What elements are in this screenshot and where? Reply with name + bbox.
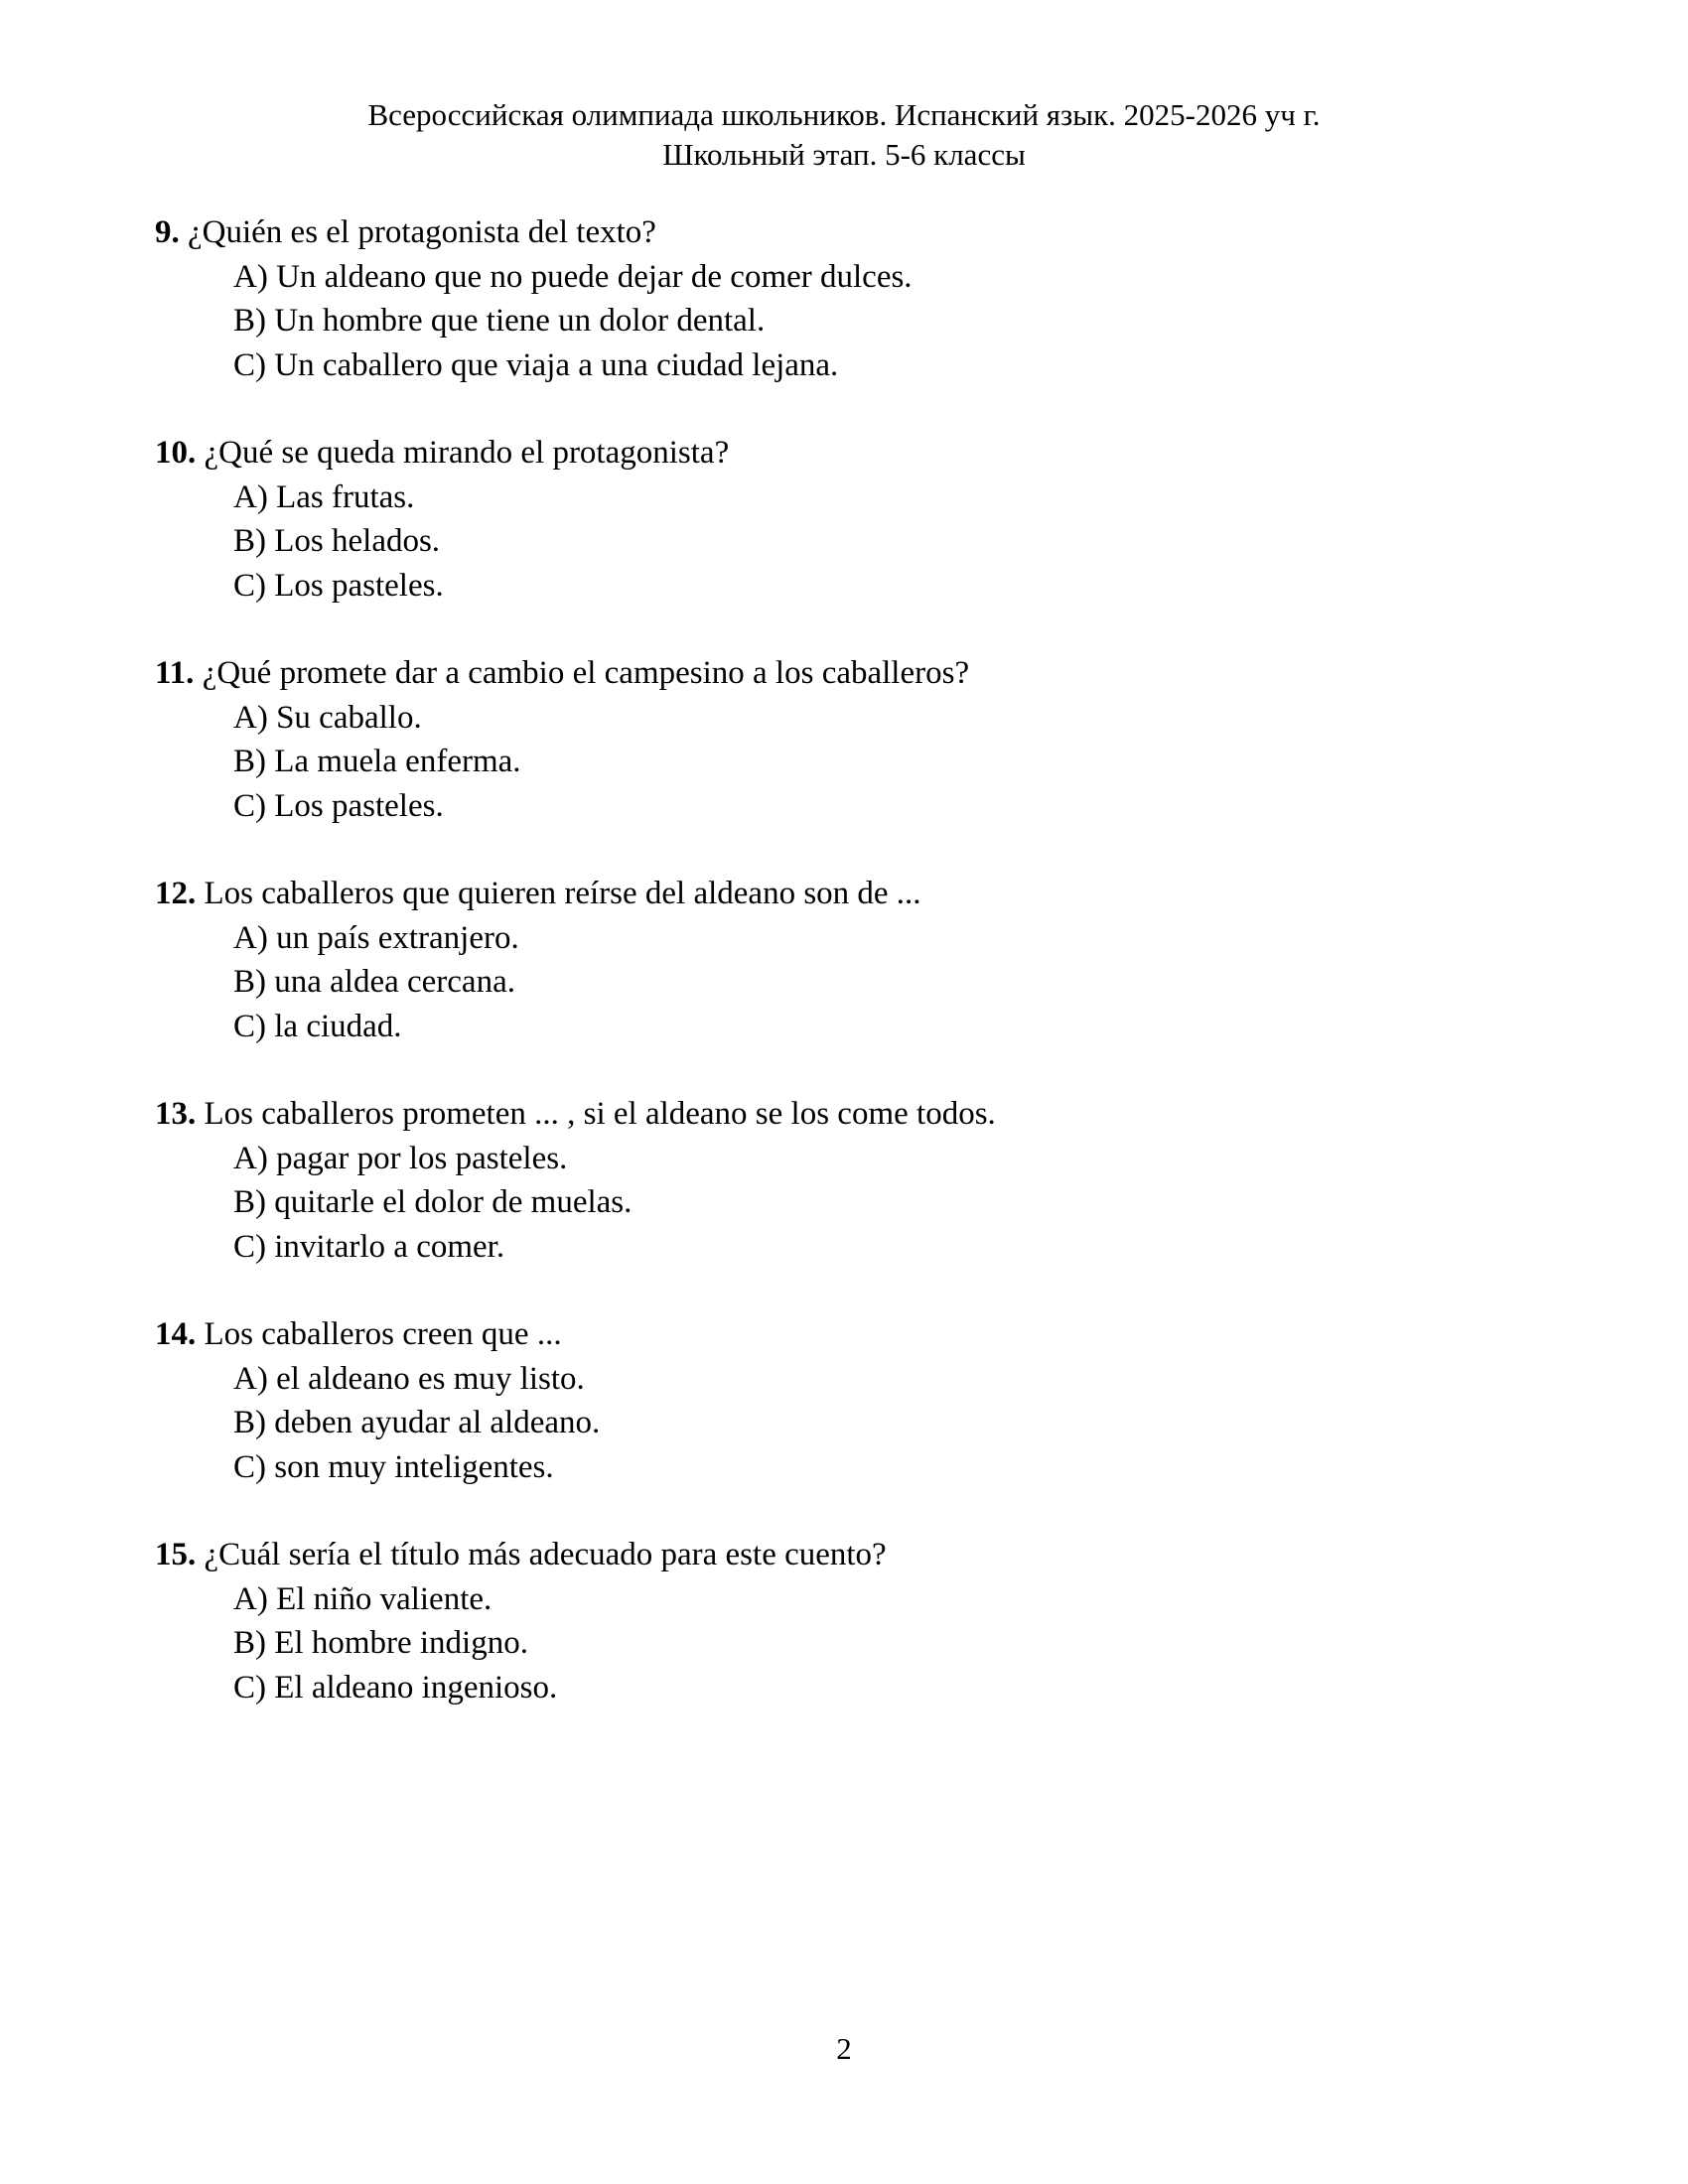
answer-option-a: A) pagar por los pasteles. — [233, 1140, 568, 1176]
question-15 — [155, 1533, 1545, 1709]
question-13 — [155, 1092, 1545, 1269]
question-text: ¿Cuál sería el título más adecuado para este cuento? — [204, 1537, 887, 1572]
answer-option-a: A) El niño valiente. — [233, 1580, 492, 1617]
question-number: 13. — [155, 1096, 197, 1132]
question-14 — [155, 1312, 1545, 1489]
question-number: 9. — [155, 214, 180, 250]
page-number: 2 — [836, 2031, 852, 2066]
question-text: ¿Qué se queda mirando el protagonista? — [204, 435, 730, 471]
answer-option-b: B) una aldea cercana. — [233, 964, 515, 1000]
answer-option-c: C) Un caballero que viaja a una ciudad lejana. — [233, 346, 839, 383]
question-prompt — [155, 651, 1545, 696]
answer-option-a: A) Un aldeano que no puede dejar de comer dulces. — [233, 258, 913, 295]
answer-option-a: A) el aldeano es muy listo. — [233, 1360, 585, 1397]
question-number: 12. — [155, 876, 197, 911]
question-number: 14. — [155, 1316, 197, 1352]
page-header — [0, 95, 1688, 175]
questions-list — [155, 210, 1545, 1753]
answer-option-b: B) La muela enferma. — [233, 744, 521, 779]
answer-option-a: A) un país extranjero. — [233, 919, 519, 956]
answer-option-c: C) son muy inteligentes. — [233, 1448, 554, 1485]
question-prompt — [155, 1092, 1545, 1137]
question-prompt — [155, 872, 1545, 916]
question-11 — [155, 651, 1545, 828]
question-text: Los caballeros que quieren reírse del aldeano son de ... — [204, 876, 921, 911]
answer-option-b: B) Los helados. — [233, 523, 441, 559]
answer-option-a: A) Su caballo. — [233, 699, 422, 736]
question-prompt — [155, 1533, 1545, 1577]
header-title: Всероссийская олимпиада школьников. Испанский язык. 2025-2026 уч г. — [367, 97, 1321, 132]
question-9 — [155, 210, 1545, 387]
answer-option-c: C) la ciudad. — [233, 1008, 402, 1044]
answer-option-b: B) Un hombre que tiene un dolor dental. — [233, 303, 766, 339]
answer-option-c: C) El aldeano ingenioso. — [233, 1669, 558, 1706]
question-number: 11. — [155, 655, 195, 691]
question-prompt — [155, 1312, 1545, 1357]
question-10 — [155, 431, 1545, 608]
question-text: ¿Quién es el protagonista del texto? — [188, 214, 656, 250]
answer-option-c: C) Los pasteles. — [233, 787, 444, 824]
answer-option-c: C) invitarlo a comer. — [233, 1228, 505, 1265]
question-text: Los caballeros prometen ... , si el aldeano se los come todos. — [204, 1096, 996, 1132]
question-text: Los caballeros creen que ... — [204, 1316, 562, 1352]
question-12 — [155, 872, 1545, 1048]
answer-option-b: B) quitarle el dolor de muelas. — [233, 1184, 633, 1220]
question-number: 10. — [155, 435, 197, 471]
question-prompt — [155, 431, 1545, 476]
answer-option-b: B) deben ayudar al aldeano. — [233, 1405, 601, 1440]
header-subtitle: Школьный этап. 5-6 классы — [662, 137, 1026, 172]
answer-option-a: A) Las frutas. — [233, 478, 415, 515]
question-text: ¿Qué promete dar a cambio el campesino a los caballeros? — [202, 655, 970, 691]
question-prompt — [155, 210, 1545, 255]
answer-option-b: B) El hombre indigno. — [233, 1625, 528, 1661]
question-number: 15. — [155, 1537, 197, 1572]
answer-option-c: C) Los pasteles. — [233, 567, 444, 604]
